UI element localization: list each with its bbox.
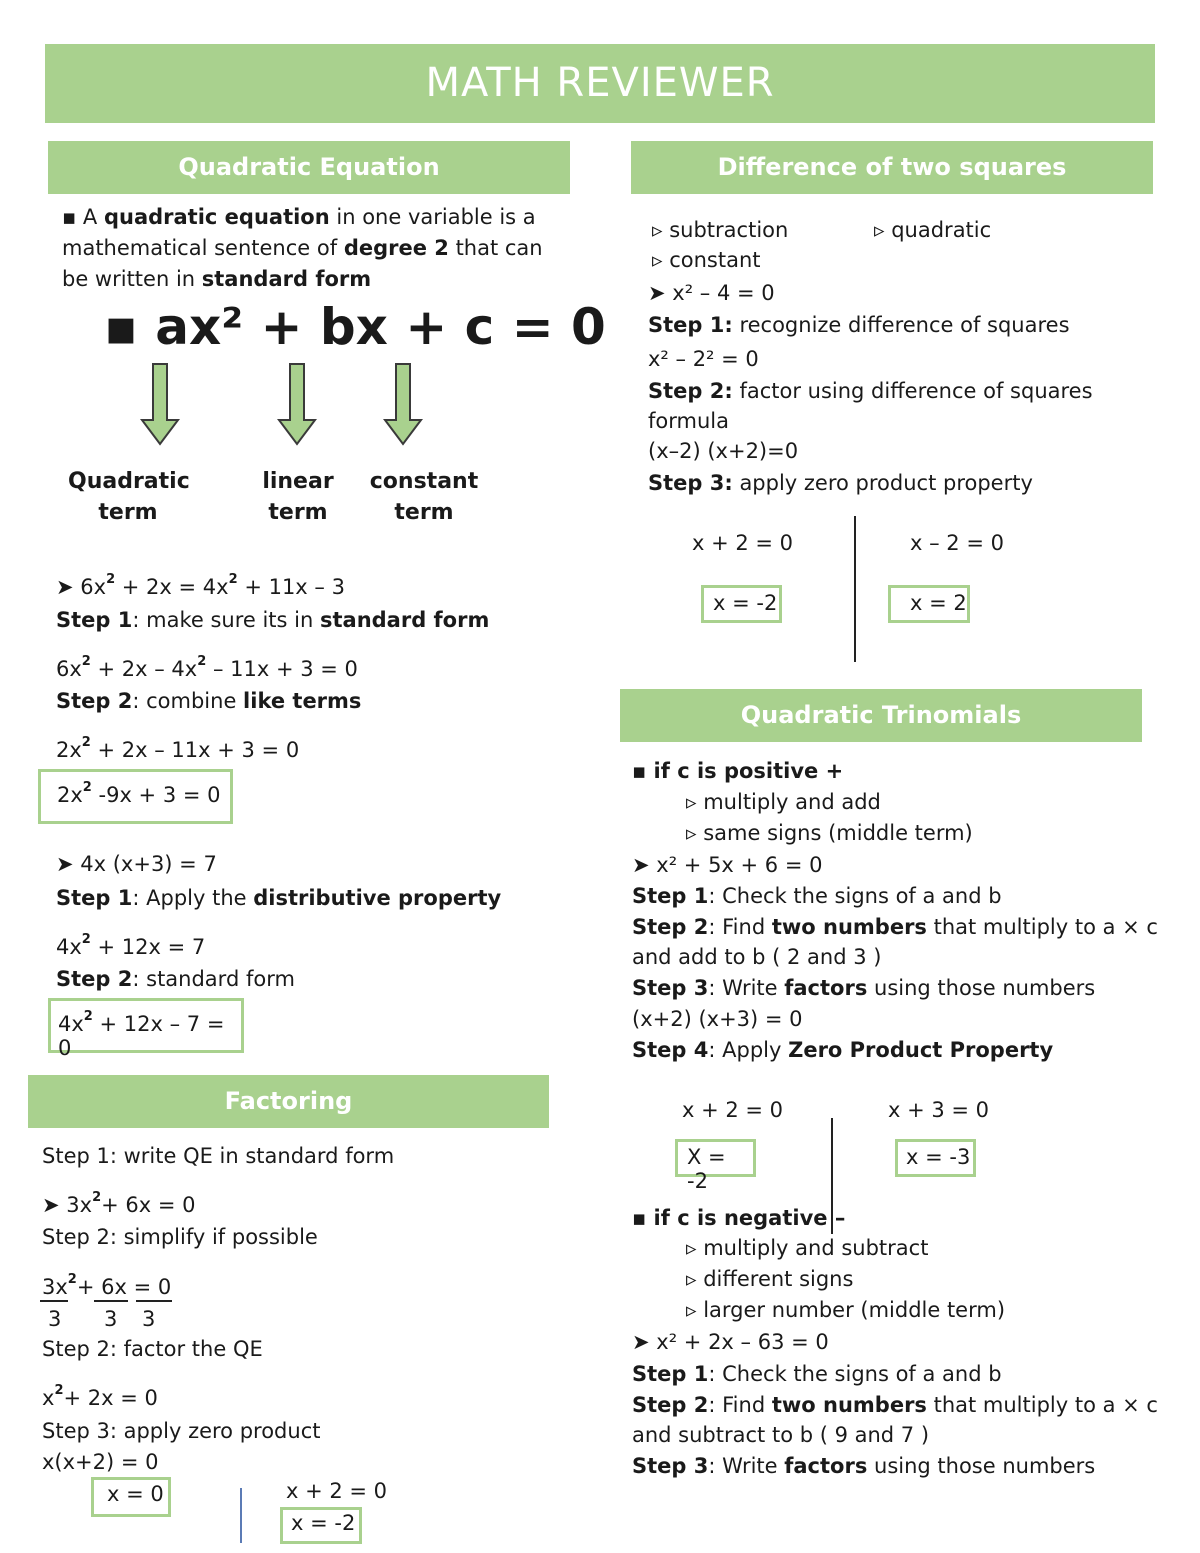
trinomial-right-equation: x + 3 = 0 [888, 1098, 990, 1122]
example-2-result-1: $4x^2 + 12x = 7$ [56, 932, 206, 959]
denominator: 3 [142, 1307, 156, 1331]
down-arrow-icon [140, 362, 180, 446]
example-1-answer-box: $2x^2$ -9x + 3 = 0 [38, 769, 233, 824]
negative-rule-2: ▹ different signs [686, 1267, 854, 1291]
trinomial-a-step-2-cont: and add to b ( 2 and 3 ) [632, 945, 882, 969]
trinomial-a-result: (x+2) (x+3) = 0 [632, 1007, 803, 1031]
trinomial-b-step-1: Step 1: Check the signs of a and b [632, 1362, 1002, 1386]
keyword-quadratic: ▹ quadratic [874, 218, 992, 242]
diff-right-answer-box: x = 2 [888, 585, 970, 623]
factoring-factored: $x^2+ 2x = 0$ [42, 1383, 158, 1410]
fraction-bar [40, 1300, 68, 1302]
down-arrow-icon [383, 362, 423, 446]
positive-rule-1: ▹ multiply and add [686, 790, 881, 814]
example-1-result-2: $2x^2 + 2x - 11x + 3 = 0$ [56, 735, 300, 762]
trinomial-equation-2: ➤ x² + 2x – 63 = 0 [632, 1330, 829, 1354]
case-c-positive: ▪ if c is positive + [632, 759, 844, 783]
factoring-step-4: Step 3: apply zero product [42, 1419, 321, 1443]
down-arrow-icon [277, 362, 317, 446]
denominator: 3 [48, 1307, 62, 1331]
trinomial-b-step-3: Step 3: Write factors using those numbers [632, 1454, 1096, 1478]
trinomial-a-step-4: Step 4: Apply Zero Product Property [632, 1038, 1054, 1062]
factoring-step-2: Step 2: simplify if possible [42, 1225, 318, 1249]
trinomial-left-answer-box: X = -2 [675, 1139, 756, 1177]
example-2-step-2: Step 2: standard form [56, 967, 295, 991]
trinomial-a-step-3: Step 3: Write factors using those numbers [632, 976, 1096, 1000]
factoring-answer-box-2: x = -2 [280, 1507, 362, 1544]
page-title: MATH REVIEWER [45, 44, 1155, 123]
section-header-difference-of-squares: Difference of two squares [631, 141, 1153, 194]
case-c-negative: ▪ if c is negative – [632, 1206, 846, 1230]
diff-left-equation: x + 2 = 0 [692, 531, 794, 555]
diff-equation: ➤ x² – 4 = 0 [648, 281, 775, 305]
factoring-answer-box-1: x = 0 [91, 1477, 171, 1517]
factoring-step-3: Step 2: factor the QE [42, 1337, 263, 1361]
denominator: 3 [104, 1307, 118, 1331]
diff-step-3: Step 3: apply zero product property [648, 471, 1033, 495]
diff-step-1: Step 1: recognize difference of squares [648, 313, 1070, 337]
intro-line-3: be written in standard form [62, 267, 372, 291]
factoring-simplify: $3x^2+ 6x = 0$ [42, 1272, 172, 1299]
diff-step-2: Step 2: factor using difference of squares [648, 379, 1093, 403]
label-linear-term: linear term [262, 469, 334, 525]
fraction-bar [136, 1300, 172, 1302]
negative-rule-1: ▹ multiply and subtract [686, 1236, 929, 1260]
trinomial-right-answer-box: x = -3 [895, 1139, 976, 1177]
label-constant-term: constant term [369, 469, 479, 525]
trinomial-b-step-2-cont: and subtract to b ( 9 and 7 ) [632, 1423, 930, 1447]
fraction-bar [94, 1300, 128, 1302]
factoring-product: x(x+2) = 0 [42, 1450, 159, 1474]
example-2-answer-box: $4x^2 + 12x - 7 = 0$ [48, 998, 244, 1053]
trinomial-left-equation: x + 2 = 0 [682, 1098, 784, 1122]
label-quadratic-term: Quadratic term [68, 469, 190, 525]
factoring-equation: ➤ $3x^2+ 6x = 0$ [42, 1190, 196, 1217]
section-header-factoring: Factoring [28, 1075, 549, 1128]
keyword-subtraction: ▹ subtraction [652, 218, 789, 242]
positive-rule-2: ▹ same signs (middle term) [686, 821, 973, 845]
keyword-constant: ▹ constant [652, 248, 761, 272]
diff-step-2-cont: formula [648, 409, 729, 433]
section-header-quadratic-trinomials: Quadratic Trinomials [620, 689, 1142, 742]
example-1-step-2: Step 2: combine like terms [56, 689, 362, 713]
trinomial-b-step-2: Step 2: Find two numbers that multiply to a × c [632, 1393, 1158, 1417]
example-1-equation: ➤ $6x^2 + 2x = 4x^2 + 11x - 3$ [56, 572, 345, 599]
divider [240, 1488, 242, 1543]
diff-result-2: (x–2) (x+2)=0 [648, 439, 799, 463]
trinomial-a-step-1: Step 1: Check the signs of a and b [632, 884, 1002, 908]
example-2-step-1: Step 1: Apply the distributive property [56, 886, 502, 910]
diff-left-answer-box: x = -2 [701, 585, 782, 623]
factoring-step-1: Step 1: write QE in standard form [42, 1144, 395, 1168]
example-2-equation: ➤ 4x (x+3) = 7 [56, 852, 217, 876]
trinomial-equation-1: ➤ x² + 5x + 6 = 0 [632, 853, 823, 877]
diff-right-equation: x – 2 = 0 [910, 531, 1004, 555]
example-1-result-1: $6x^2 + 2x - 4x^2 - 11x + 3 = 0$ [56, 654, 358, 681]
intro-line-1: ▪ A quadratic equation in one variable is a [62, 205, 536, 229]
standard-form-formula: ▪ ax² + bx + c = 0 [104, 298, 606, 356]
bullet-icon: ▪ [62, 205, 77, 229]
intro-line-2: mathematical sentence of degree 2 that can [62, 236, 543, 260]
diff-result-1: x² – 2² = 0 [648, 347, 759, 371]
section-header-quadratic-equation: Quadratic Equation [48, 141, 570, 194]
negative-rule-3: ▹ larger number (middle term) [686, 1298, 1006, 1322]
divider [854, 516, 856, 662]
factoring-right-equation: x + 2 = 0 [286, 1479, 388, 1503]
example-1-step-1: Step 1: make sure its in standard form [56, 608, 490, 632]
trinomial-a-step-2: Step 2: Find two numbers that multiply to a × c [632, 915, 1158, 939]
